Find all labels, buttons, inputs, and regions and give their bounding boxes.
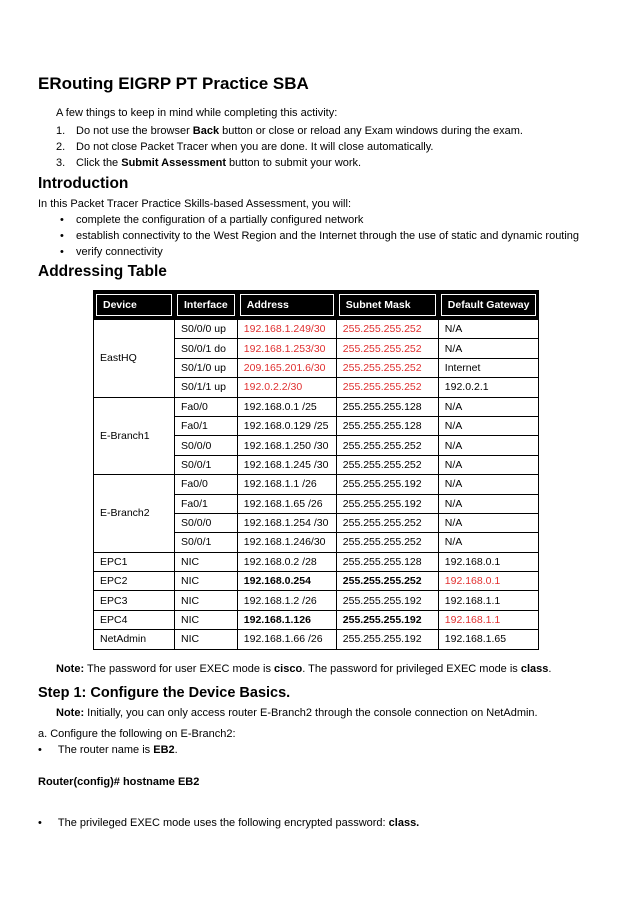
interface-cell: NIC (175, 552, 238, 571)
mask-cell: 255.255.255.252 (336, 455, 438, 474)
interface-cell: S0/0/1 do (175, 339, 238, 358)
table-row (94, 552, 539, 571)
gateway-cell: N/A (438, 513, 539, 532)
mask-cell: 255.255.255.252 (336, 320, 438, 339)
gateway-cell: N/A (438, 397, 539, 416)
bullet-icon: • (38, 817, 42, 829)
addressing-heading: Addressing Table (38, 263, 167, 280)
column-header: Device (94, 291, 175, 320)
column-header: Default Gateway (438, 291, 539, 320)
interface-cell: Fa0/1 (175, 416, 238, 435)
mask-cell: 255.255.255.252 (336, 533, 438, 552)
gateway-cell: 192.168.0.1 (438, 552, 539, 571)
address-cell: 209.165.201.6/30 (237, 358, 336, 377)
mask-cell: 255.255.255.252 (336, 339, 438, 358)
address-cell: 192.168.1.126 (237, 610, 336, 629)
mask-cell: 255.255.255.128 (336, 552, 438, 571)
address-cell: 192.168.1.253/30 (237, 339, 336, 358)
mask-cell: 255.255.255.128 (336, 397, 438, 416)
table-row (94, 591, 539, 610)
interface-cell: S0/0/1 (175, 533, 238, 552)
gateway-cell: Internet (438, 358, 539, 377)
address-cell: 192.168.1.2 /26 (237, 591, 336, 610)
mask-cell: 255.255.255.192 (336, 475, 438, 494)
password-note: Note: The password for user EXEC mode is cisco. The password for privileged EXEC mode is class. (56, 663, 552, 675)
table-row (94, 572, 539, 591)
introduction-bullet: • verify connectivity (60, 246, 163, 258)
rule-item: 1. Do not use the browser Back button or close or reload any Exam windows during the exam. (56, 125, 523, 137)
introduction-lead: In this Packet Tracer Practice Skills-based Assessment, you will: (38, 198, 352, 210)
mask-cell: 255.255.255.192 (336, 630, 438, 649)
bullet-icon: • (38, 744, 42, 756)
gateway-cell: 192.168.1.1 (438, 610, 539, 629)
bullet-icon: • (60, 230, 64, 242)
interface-cell: NIC (175, 610, 238, 629)
interface-cell: S0/0/0 (175, 436, 238, 455)
mask-cell: 255.255.255.252 (336, 378, 438, 397)
address-cell: 192.168.1.65 /26 (237, 494, 336, 513)
gateway-cell: N/A (438, 533, 539, 552)
gateway-cell: 192.0.2.1 (438, 378, 539, 397)
table-row (94, 320, 539, 339)
device-cell: E-Branch1 (94, 397, 175, 475)
introduction-bullet: • complete the configuration of a partially configured network (60, 214, 364, 226)
interface-cell: Fa0/0 (175, 397, 238, 416)
interface-cell: Fa0/1 (175, 494, 238, 513)
bullet-icon: • (60, 246, 64, 258)
interface-cell: NIC (175, 572, 238, 591)
step1-item-a: a. Configure the following on E-Branch2: (38, 728, 236, 740)
mask-cell: 255.255.255.252 (336, 513, 438, 532)
introduction-bullet: • establish connectivity to the West Region and the Internet through the use of static and dynamic routing (60, 230, 580, 242)
address-cell: 192.168.1.249/30 (237, 320, 336, 339)
intro-line: A few things to keep in mind while completing this activity: (56, 107, 338, 119)
rule-number: 1. (56, 125, 66, 137)
gateway-cell: N/A (438, 320, 539, 339)
interface-cell: NIC (175, 630, 238, 649)
bullet-icon: • (60, 214, 64, 226)
gateway-cell: N/A (438, 475, 539, 494)
interface-cell: S0/0/0 (175, 513, 238, 532)
column-header: Interface (175, 291, 238, 320)
hostname-command: Router(config)# hostname EB2 (38, 776, 200, 788)
step1-bullet-hostname: • The router name is EB2. (38, 744, 178, 756)
introduction-heading: Introduction (38, 175, 129, 192)
device-cell: EPC3 (94, 591, 175, 610)
device-cell: E-Branch2 (94, 475, 175, 553)
interface-cell: S0/0/0 up (175, 320, 238, 339)
table-row (94, 475, 539, 494)
gateway-cell: N/A (438, 416, 539, 435)
rule-item: 3. Click the Submit Assessment button to submit your work. (56, 157, 362, 169)
address-cell: 192.0.2.2/30 (237, 378, 336, 397)
interface-cell: S0/1/1 up (175, 378, 238, 397)
interface-cell: Fa0/0 (175, 475, 238, 494)
device-cell: NetAdmin (94, 630, 175, 649)
device-cell: EPC1 (94, 552, 175, 571)
address-cell: 192.168.1.66 /26 (237, 630, 336, 649)
address-cell: 192.168.1.245 /30 (237, 455, 336, 474)
address-cell: 192.168.1.250 /30 (237, 436, 336, 455)
address-cell: 192.168.0.129 /25 (237, 416, 336, 435)
mask-cell: 255.255.255.252 (336, 436, 438, 455)
interface-cell: NIC (175, 591, 238, 610)
table-header-row (94, 291, 539, 320)
interface-cell: S0/1/0 up (175, 358, 238, 377)
address-cell: 192.168.1.246/30 (237, 533, 336, 552)
mask-cell: 255.255.255.192 (336, 610, 438, 629)
table-row (94, 630, 539, 649)
gateway-cell: N/A (438, 436, 539, 455)
gateway-cell: N/A (438, 455, 539, 474)
step1-heading: Step 1: Configure the Device Basics. (38, 685, 291, 701)
column-header: Address (237, 291, 336, 320)
gateway-cell: 192.168.1.1 (438, 591, 539, 610)
page-title: ERouting EIGRP PT Practice SBA (38, 74, 309, 93)
mask-cell: 255.255.255.252 (336, 358, 438, 377)
address-cell: 192.168.1.254 /30 (237, 513, 336, 532)
table-row (94, 610, 539, 629)
column-header: Subnet Mask (336, 291, 438, 320)
gateway-cell: 192.168.0.1 (438, 572, 539, 591)
step1-bullet-password: • The privileged EXEC mode uses the following encrypted password: class. (38, 817, 420, 829)
mask-cell: 255.255.255.192 (336, 591, 438, 610)
address-cell: 192.168.0.1 /25 (237, 397, 336, 416)
addressing-table (93, 290, 539, 650)
step1-note: Note: Initially, you can only access router E-Branch2 through the console connection on NetAdmin. (56, 707, 538, 719)
mask-cell: 255.255.255.128 (336, 416, 438, 435)
gateway-cell: 192.168.1.65 (438, 630, 539, 649)
rule-number: 2. (56, 141, 66, 153)
gateway-cell: N/A (438, 494, 539, 513)
device-cell: EPC2 (94, 572, 175, 591)
mask-cell: 255.255.255.252 (336, 572, 438, 591)
interface-cell: S0/0/1 (175, 455, 238, 474)
gateway-cell: N/A (438, 339, 539, 358)
address-cell: 192.168.0.254 (237, 572, 336, 591)
address-cell: 192.168.1.1 /26 (237, 475, 336, 494)
mask-cell: 255.255.255.192 (336, 494, 438, 513)
rule-item: 2. Do not close Packet Tracer when you are done. It will close automatically. (56, 141, 434, 153)
device-cell: EastHQ (94, 320, 175, 398)
table-row (94, 397, 539, 416)
address-cell: 192.168.0.2 /28 (237, 552, 336, 571)
device-cell: EPC4 (94, 610, 175, 629)
rule-number: 3. (56, 157, 66, 169)
